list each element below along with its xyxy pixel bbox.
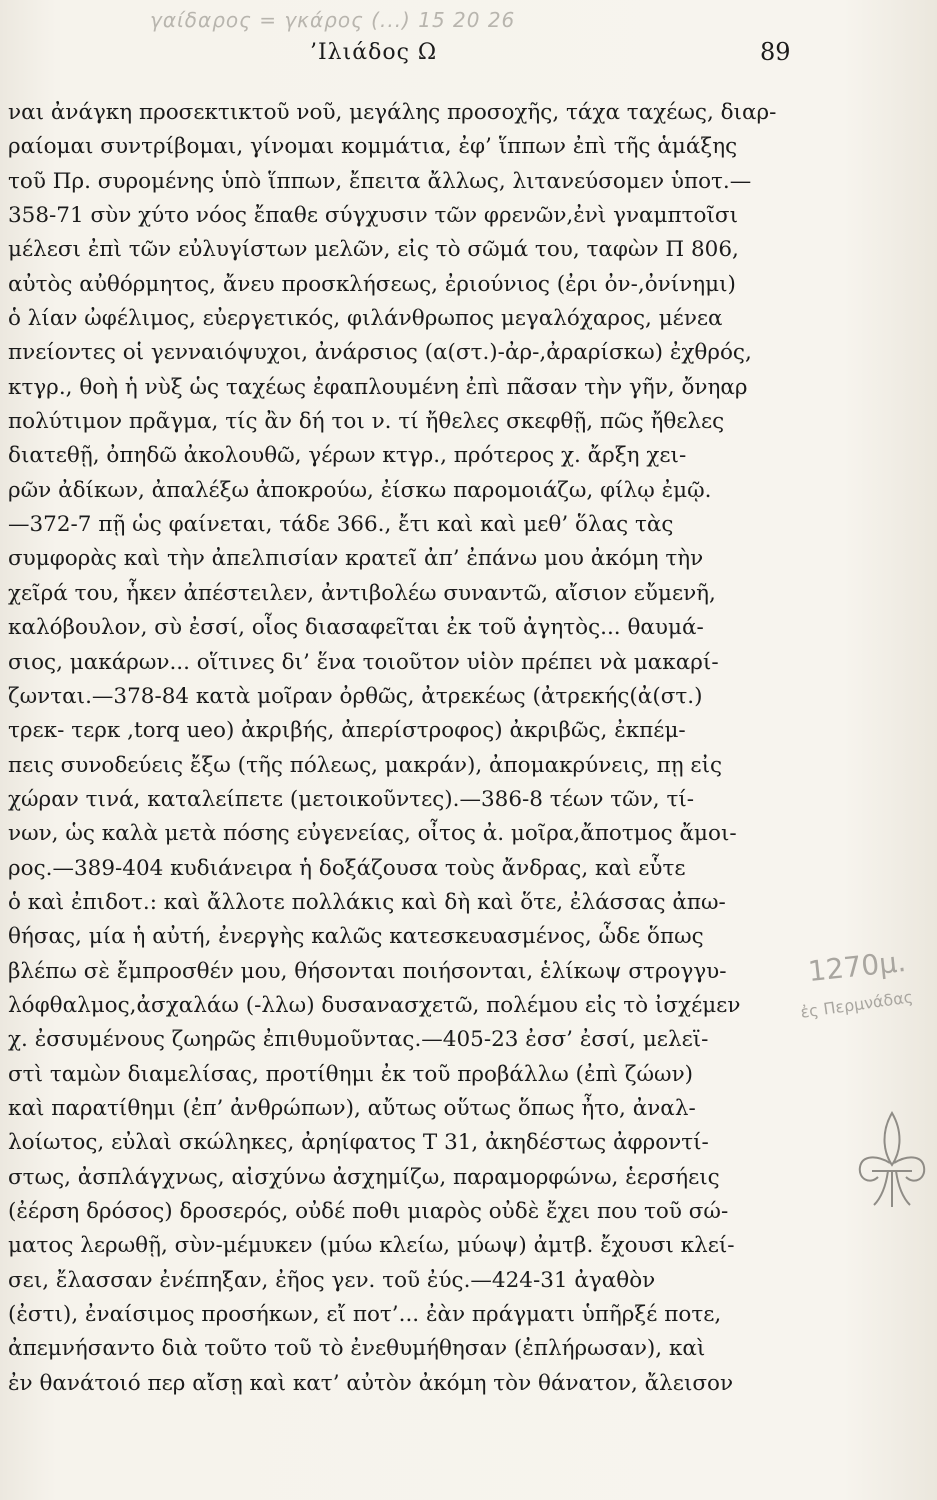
- text-line: λοίωτος, εὐλαὶ σκώληκες, ἀρηίφατος Τ 31, ἀκηδέστως ἀφροντί-: [8, 1130, 709, 1156]
- text-line: ὁ λίαν ὠφέλιμος, εὐεργετικός, φιλάνθρωπος μεγαλόχαρος, μένεα: [8, 306, 723, 332]
- text-line: λόφθαλμος,ἀσχαλάω (-λλω) δυσανασχετῶ, πολέμου εἰς τὸ ἰσχέμεν: [8, 992, 741, 1018]
- text-line: πνείοντες οἱ γενναιόψυχοι, ἀνάρσιος (α(στ.)-ἀρ-,ἀραρίσκω) ἐχθρός,: [8, 340, 752, 366]
- text-line: κτγρ., θοὴ ἡ νὺξ ὡς ταχέως ἐφαπλουμένη ἐπὶ πᾶσαν τὴν γῆν, ὄνηαρ: [8, 374, 748, 400]
- running-title: ’Ιλιάδος Ω: [310, 40, 438, 65]
- text-line: διατεθῇ, ὀπηδῶ ἀκολουθῶ, γέρων κτγρ., πρότερος χ. ἄρξη χει-: [8, 443, 687, 469]
- text-line: καὶ παρατίθημι (ἐπ’ ἀνθρώπων), αὔτως οὕτως ὅπως ἦτο, ἀναλ-: [8, 1095, 696, 1121]
- text-line: καλόβουλον, σὺ ἐσσί, οἷος διασαφεῖται ἐκ τοῦ ἀγητὸς... θαυμά-: [8, 615, 704, 641]
- fleur-de-lis-stamp-icon: [852, 1105, 932, 1215]
- text-line: συμφορὰς καὶ τὴν ἀπελπισίαν κρατεῖ ἀπ’ ἐπάνω μου ἀκόμη τὴν: [8, 546, 704, 572]
- text-line: (ἐστι), ἐναίσιμος προσήκων, εἴ ποτ’... ἐὰν πράγματι ὑπῆρξέ ποτε,: [8, 1302, 722, 1328]
- page-number: 89: [760, 38, 791, 66]
- text-line: βλέπω σὲ ἔμπροσθέν μου, θήσονται ποιήσονται, ἑλίκωψ στρογγυ-: [8, 958, 727, 984]
- text-line: πολύτιμον πρᾶγμα, τίς ἂν δή τοι ν. τί ἤθελες σκεφθῇ, πῶς ἤθελες: [8, 409, 725, 435]
- commentary-text: [8, 96, 798, 1435]
- text-line: ναι ἀνάγκη προσεκτικτοῦ νοῦ, μεγάλης προσοχῆς, τάχα ταχέως, διαρ-: [8, 100, 777, 125]
- text-line: νων, ὡς καλὰ μετὰ πόσης εὐγενείας, οἶτος ἀ. μοῖρα,ἄποτμος ἄμοι-: [8, 821, 737, 847]
- text-line: αὐτὸς αὐθόρμητος, ἄνευ προσκλήσεως, ἐριούνιος (ἐρι ὀν-,ὀνίνημι): [8, 271, 736, 297]
- text-line: ἀπεμνήσαντο διὰ τοῦτο τοῦ τὸ ἐνεθυμήθησαν (ἐπλήρωσαν), καὶ: [8, 1336, 706, 1362]
- text-line: θήσας, μία ἡ αὐτή, ἐνεργὴς καλῶς κατεσκευασμένος, ὧδε ὅπως: [8, 924, 704, 950]
- text-line: χεῖρά του, ἧκεν ἀπέστειλεν, ἀντιβολέω συναντῶ, αἴσιον εὔμενῆ,: [8, 580, 716, 606]
- text-line: ρῶν ἀδίκων, ἀπαλέξω ἀποκρούω, ἐίσκω παρομοιάζω, φίλῳ ἐμῷ.: [8, 477, 712, 503]
- text-line: στὶ ταμὼν διαμελίσας, προτίθημι ἐκ τοῦ προβάλλω (ἐπὶ ζώων): [8, 1061, 694, 1087]
- text-line: ρος.—389-404 κυδιάνειρα ἡ δοξάζουσα τοὺς ἄνδρας, καὶ εὗτε: [8, 855, 686, 881]
- text-line: ματος λερωθῇ, σὺν-μέμυκεν (μύω κλείω, μύωψ) ἀμτβ. ἔχουσι κλεί-: [8, 1233, 735, 1259]
- text-line: σει, ἔλασσαν ἐνέπηξαν, ἐῆος γεν. τοῦ ἐύς.—424-31 ἀγαθὸν: [8, 1267, 656, 1293]
- text-line: ραίομαι συντρίβομαι, γίνομαι κομμάτια, ἐφ’ ἵππων ἐπὶ τῆς ἁμάξης: [8, 134, 738, 160]
- text-line: χ. ἐσσυμένους ζωηρῶς ἐπιθυμοῦντας.—405-23 ἐσσ’ ἐσσί, μελεϊ-: [8, 1027, 709, 1053]
- text-line: τοῦ Πρ. συρομένης ὑπὸ ἵππων, ἔπειτα ἄλλως, λιτανεύσομεν ὑποτ.—: [8, 168, 752, 194]
- text-line: χώραν τινά, καταλείπετε (μετοικοῦντες).—386-8 τέων τῶν, τί-: [8, 786, 695, 812]
- pencil-annotation: γαίδαρος = γκάρος (...) 15 20 26: [150, 8, 516, 32]
- margin-note-text: ἐς Περμνάδας: [799, 987, 915, 1022]
- margin-note-number: 1270μ.: [806, 944, 908, 989]
- text-line: (ἐέρση δρόσος) δροσερός, οὐδέ ποθι μιαρὸς οὐδὲ ἔχει που τοῦ σώ-: [8, 1199, 729, 1224]
- text-line: 358-71 σὺν χύτο νόος ἔπαθε σύγχυσιν τῶν φρενῶν,ἐνὶ γναμπτοῖσι: [8, 203, 739, 229]
- text-line: σιος, μακάρων... οἵτινες δι’ ἕνα τοιοῦτον υἱὸν πρέπει νὰ μακαρί-: [8, 649, 719, 675]
- page-header: [0, 36, 937, 72]
- text-line: ζωνται.—378-84 κατὰ μοῖραν ὀρθῶς, ἀτρεκέως (ἀτρεκής(ἀ(στ.): [8, 683, 703, 709]
- text-line: πεις συνοδεύεις ἔξω (τῆς πόλεως, μακράν), ἀπομακρύνεις, πῃ εἰς: [8, 752, 723, 778]
- text-line: [8, 1401, 798, 1435]
- text-line: —372-7 πῇ ὡς φαίνεται, τάδε 366., ἔτι καὶ καὶ μεθ’ ὅλας τὰς: [8, 512, 674, 538]
- text-line: τρεκ- τερκ ,torq ueo) ἀκριβής, ἀπερίστροφος) ἀκριβῶς, ἐκπέμ-: [8, 718, 686, 744]
- text-line: στως, ἀσπλάγχνως, αἰσχύνω ἀσχημίζω, παραμορφώνω, ἑερσήεις: [8, 1164, 720, 1190]
- text-line: ἐν θανάτοιό περ αἴσῃ καὶ κατ’ αὐτὸν ἀκόμη τὸν θάνατον, ἄλεισον: [8, 1370, 734, 1396]
- text-line: ὁ καὶ ἐπιδοτ.: καὶ ἄλλοτε πολλάκις καὶ δὴ καὶ ὅτε, ἐλάσσας ἀπω-: [8, 889, 726, 915]
- text-line: μέλεσι ἐπὶ τῶν εὐλυγίστων μελῶν, εἰς τὸ σῶμά του, ταφὼν Π 806,: [8, 237, 739, 263]
